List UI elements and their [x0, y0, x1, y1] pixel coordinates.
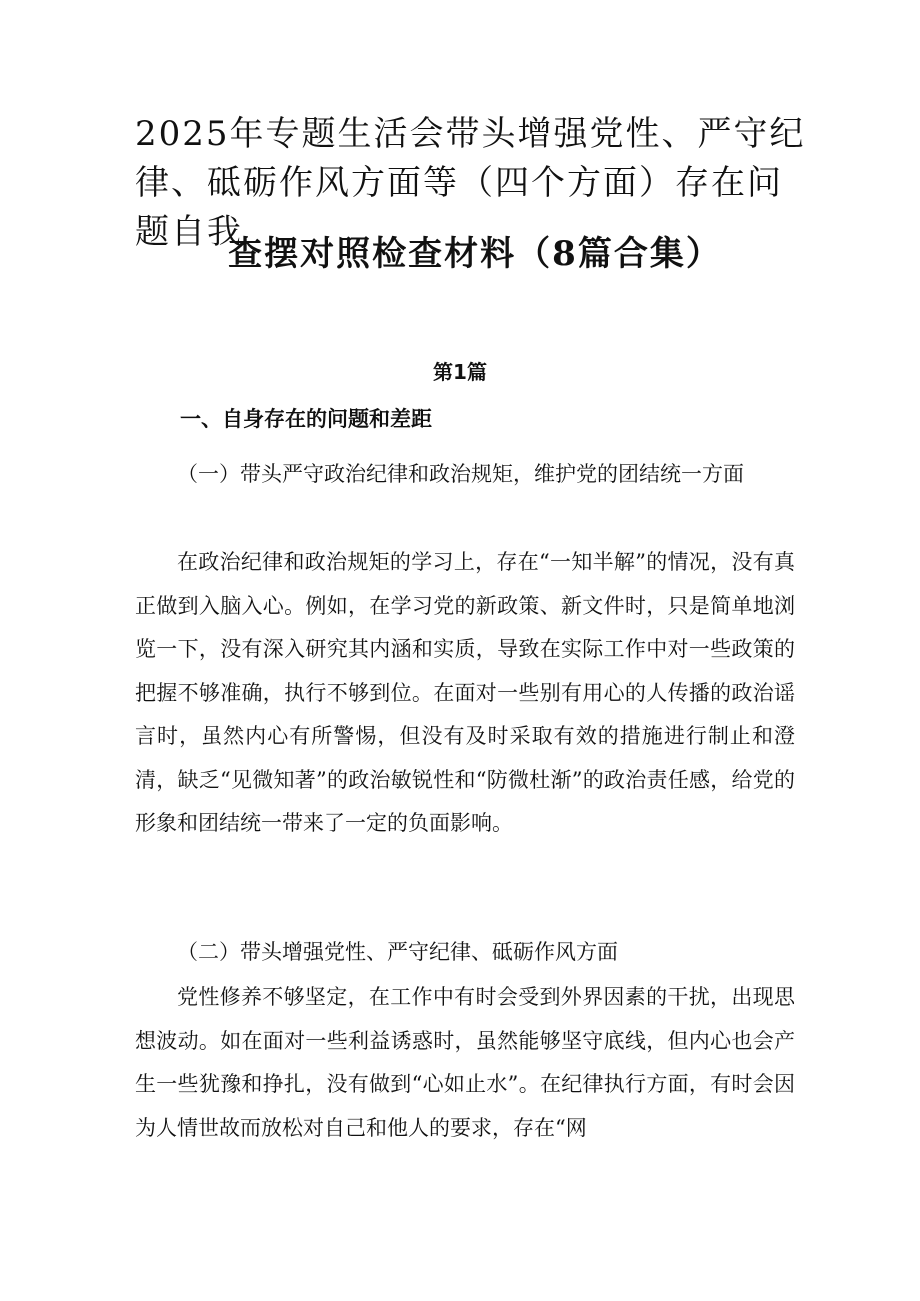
document-title: 2025年专题生活会带头增强党性、严守纪律、砥砺作风方面等（四个方面）存在问题自我 [135, 114, 806, 252]
section-heading: 一、自身存在的问题和差距 [180, 407, 432, 431]
subsection-heading-1: （一）带头严守政治纪律和政治规矩，维护党的团结统一方面 [177, 462, 744, 486]
document-title-continued: 查摆对照检查材料（8篇合集） [228, 234, 722, 274]
subsection-heading-2: （二）带头增强党性、严守纪律、砥砺作风方面 [177, 940, 618, 964]
paragraph-2: 党性修养不够坚定，在工作中有时会受到外界因素的干扰，出现思想波动。如在面对一些利益诱惑时，虽然能够坚守底线，但内心也会产生一些犹豫和挣扎，没有做到“心如止水”。在纪律执行方面，有时会因为人情世故而放松对自己和他人的要求，存在“网 [135, 985, 795, 1140]
chapter-heading: 第1篇 [433, 360, 487, 384]
paragraph-1: 在政治纪律和政治规矩的学习上，存在“一知半解”的情况，没有真正做到入脑入心。例如，在学习党的新政策、新文件时，只是简单地浏览一下，没有深入研究其内涵和实质，导致在实际工作中对一些政策的把握不够准确，执行不够到位。在面对一些别有用心的人传播的政治谣言时，虽然内心有所警惕，但没有及时采取有效的措施进行制止和澄清，缺乏“见微知著”的政治敏锐性和“防微杜渐”的政治责任感，给党的形象和团结统一带来了一定的负面影响。 [135, 550, 795, 835]
